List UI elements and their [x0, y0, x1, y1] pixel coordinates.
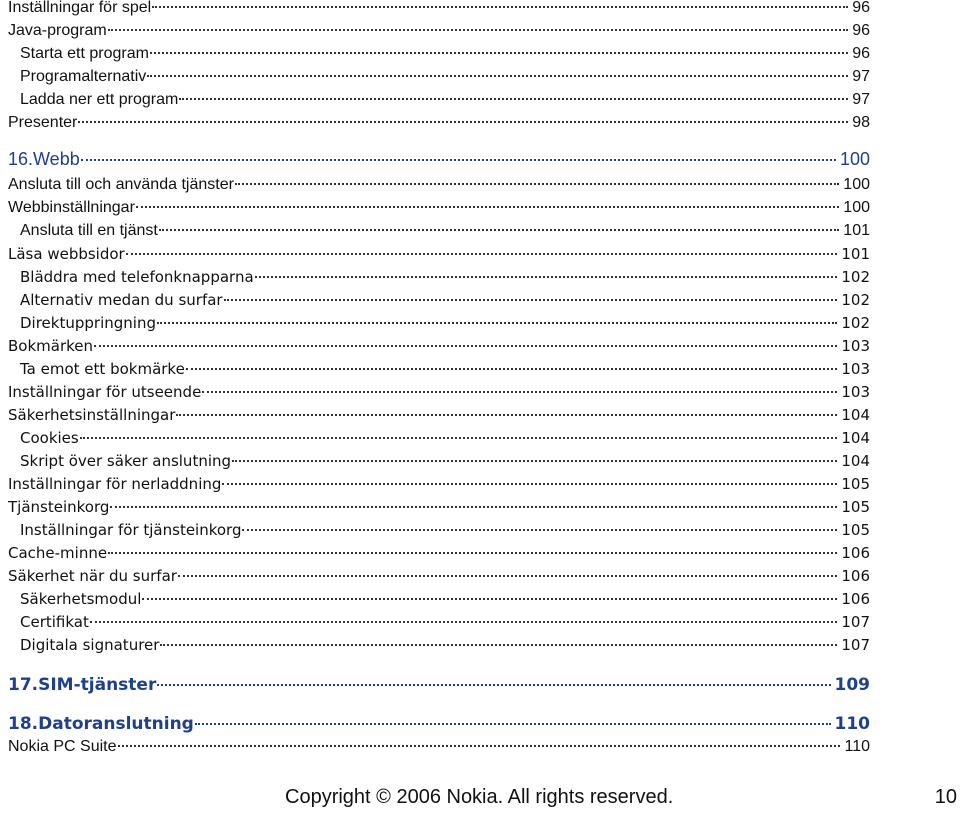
- dot-leader: [186, 368, 838, 370]
- dot-leader: [178, 575, 837, 577]
- toc-entry-page: 104: [841, 406, 870, 424]
- toc-entry-title: Säkerhetsmodul: [20, 590, 142, 608]
- toc-entry[interactable]: [8, 473, 870, 495]
- dot-leader: [255, 276, 838, 278]
- toc-entry[interactable]: [8, 404, 870, 426]
- toc-entry-page: 104: [841, 429, 870, 447]
- toc-entry-page: 107: [841, 636, 870, 654]
- toc-entry-title: Bokmärken: [8, 337, 94, 355]
- dot-leader: [110, 506, 837, 508]
- toc-entry[interactable]: [8, 243, 870, 265]
- toc-entry[interactable]: [8, 565, 870, 587]
- dot-leader: [157, 322, 837, 324]
- dot-leader: [159, 229, 839, 231]
- toc-entry[interactable]: [8, 112, 870, 134]
- toc-entry[interactable]: [8, 542, 870, 564]
- toc-entry[interactable]: [8, 220, 870, 242]
- toc-chapter[interactable]: [8, 674, 870, 696]
- dot-leader: [108, 552, 837, 554]
- toc-entry-title: Bläddra med telefonknapparna: [20, 268, 254, 286]
- dot-leader: [157, 684, 830, 686]
- toc-entry-page: 103: [841, 360, 870, 378]
- toc-entry[interactable]: [8, 634, 870, 656]
- toc-entry-page: 110: [844, 738, 870, 755]
- toc-entry-page: 103: [841, 337, 870, 355]
- toc-entry-title: Ansluta till en tjänst: [20, 222, 158, 239]
- toc-entry[interactable]: [8, 358, 870, 380]
- dot-leader: [235, 183, 839, 185]
- toc-entry-page: 96: [852, 45, 870, 62]
- dot-leader: [152, 6, 848, 8]
- toc-entry-title: Starta ett program: [20, 45, 149, 62]
- toc-entry-page: 101: [841, 245, 870, 263]
- toc-entry-title: Webbinställningar: [8, 199, 135, 216]
- toc-entry-page: 100: [843, 199, 870, 216]
- toc-entry-page: 100: [843, 176, 870, 193]
- dot-leader: [242, 529, 837, 531]
- toc-entry-page: 105: [841, 521, 870, 539]
- toc-entry-page: 106: [841, 590, 870, 608]
- toc-entry-page: 97: [852, 68, 870, 85]
- toc-entry-title: Inställningar för nerladdning: [8, 475, 222, 493]
- toc-entry[interactable]: [8, 197, 870, 219]
- toc-chapter[interactable]: [8, 148, 870, 170]
- dot-leader: [90, 621, 837, 623]
- dot-leader: [81, 159, 836, 161]
- toc-entry-title: Cookies: [20, 429, 79, 447]
- toc-entry[interactable]: [8, 312, 870, 334]
- toc-chapter[interactable]: [8, 713, 870, 735]
- dot-leader: [202, 391, 837, 393]
- dot-leader: [176, 414, 837, 416]
- page-number: 10: [934, 786, 957, 808]
- dot-leader: [94, 345, 837, 347]
- toc-entry-page: 96: [852, 0, 870, 16]
- toc-entry[interactable]: [8, 0, 870, 19]
- toc-entry[interactable]: [8, 611, 870, 633]
- toc-entry-page: 105: [841, 475, 870, 493]
- toc-entry-page: 97: [852, 91, 870, 108]
- toc-chapter-page: 109: [834, 675, 870, 695]
- toc-entry-title: Säkerhetsinställningar: [8, 406, 176, 424]
- dot-leader: [195, 723, 831, 725]
- toc-entry[interactable]: [8, 736, 870, 758]
- copyright-notice: Copyright © 2006 Nokia. All rights reserved.: [285, 786, 674, 808]
- toc-entry[interactable]: [8, 89, 870, 111]
- toc-entry-title: Alternativ medan du surfar: [20, 291, 223, 309]
- dot-leader: [222, 483, 837, 485]
- dot-leader: [78, 121, 848, 123]
- toc-entry[interactable]: [8, 519, 870, 541]
- toc-entry[interactable]: [8, 66, 870, 88]
- dot-leader: [118, 745, 841, 747]
- toc-entry[interactable]: [8, 496, 870, 518]
- dot-leader: [126, 253, 838, 255]
- toc-entry[interactable]: [8, 266, 870, 288]
- toc-chapter-title: 18.Datoranslutning: [8, 714, 194, 734]
- toc-entry-title: Nokia PC Suite: [8, 738, 117, 755]
- toc-chapter-page: 110: [834, 714, 870, 734]
- toc-entry-title: Inställningar för utseende: [8, 383, 202, 401]
- dot-leader: [108, 29, 849, 31]
- toc-entry-page: 96: [852, 22, 870, 39]
- toc-entry-title: Läsa webbsidor: [8, 245, 125, 263]
- toc-entry[interactable]: [8, 381, 870, 403]
- dot-leader: [80, 437, 838, 439]
- toc-entry[interactable]: [8, 43, 870, 65]
- toc-entry-title: Ansluta till och använda tjänster: [8, 176, 234, 193]
- toc-entry-page: 105: [841, 498, 870, 516]
- toc-entry[interactable]: [8, 427, 870, 449]
- toc-entry-page: 102: [841, 314, 870, 332]
- toc-entry-title: Skript över säker anslutning: [20, 452, 232, 470]
- toc-entry-page: 104: [841, 452, 870, 470]
- toc-entry[interactable]: [8, 20, 870, 42]
- toc-entry-title: Inställningar för tjänsteinkorg: [20, 521, 242, 539]
- toc-entry-page: 106: [841, 544, 870, 562]
- dot-leader: [160, 644, 837, 646]
- toc-entry-page: 107: [841, 613, 870, 631]
- toc-entry[interactable]: [8, 450, 870, 472]
- toc-entry-title: Tjänsteinkorg: [8, 498, 110, 516]
- dot-leader: [147, 75, 848, 77]
- toc-entry-page: 101: [843, 222, 870, 239]
- toc-entry-title: Ta emot ett bokmärke: [20, 360, 185, 378]
- toc-entry-title: Ladda ner ett program: [20, 91, 179, 108]
- toc-entry-page: 102: [841, 268, 870, 286]
- toc-entry-title: Direktuppringning: [20, 314, 156, 332]
- dot-leader: [150, 52, 848, 54]
- page-footer: [0, 786, 960, 812]
- toc-entry[interactable]: [8, 174, 870, 196]
- dot-leader: [224, 299, 838, 301]
- dot-leader: [179, 98, 848, 100]
- toc-entry-title: Digitala signaturer: [20, 636, 160, 654]
- toc-entry-title: Presenter: [8, 114, 78, 131]
- toc-entry[interactable]: [8, 588, 870, 610]
- dot-leader: [232, 460, 837, 462]
- toc-chapter-title: 17.SIM-tjänster: [8, 675, 157, 695]
- toc-entry-title: Certifikat: [20, 613, 89, 631]
- toc-entry-page: 98: [852, 114, 870, 131]
- toc-entry-title: Inställningar för spel: [8, 0, 152, 16]
- toc-entry-page: 106: [841, 567, 870, 585]
- toc-entry[interactable]: [8, 335, 870, 357]
- toc-chapter-page: 100: [839, 149, 870, 169]
- dot-leader: [136, 206, 839, 208]
- toc-entry-title: Säkerhet när du surfar: [8, 567, 177, 585]
- toc-entry-title: Cache-minne: [8, 544, 108, 562]
- toc-chapter-title: 16.Webb: [8, 149, 80, 169]
- toc-entry[interactable]: [8, 289, 870, 311]
- dot-leader: [142, 598, 837, 600]
- toc-entry-page: 103: [841, 383, 870, 401]
- toc-entry-title: Java-program: [8, 22, 107, 39]
- toc-entry-title: Programalternativ: [20, 68, 147, 85]
- toc-entry-page: 102: [841, 291, 870, 309]
